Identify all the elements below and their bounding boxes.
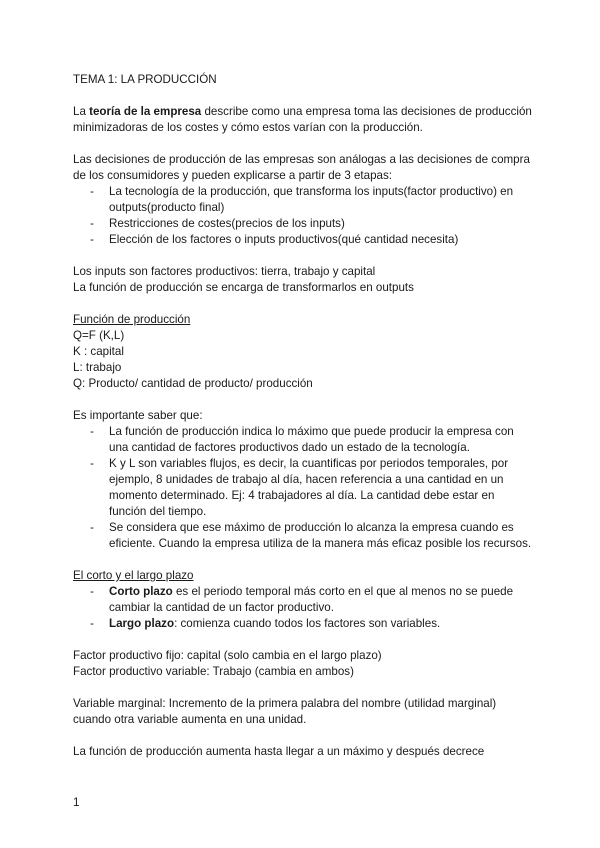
funcion-line: Q: Producto/ cantidad de producto/ producción	[73, 377, 313, 390]
importante-intro: Es importante saber que:	[73, 409, 203, 422]
decisions-list-item: - Restricciones de costes(precios de los inputs)	[73, 216, 533, 232]
page-number: 1	[73, 796, 80, 809]
document-body	[73, 72, 533, 760]
decisions-list-item: - La tecnología de la producción, que transforma los inputs(factor productivo) en outputs(producto final)	[73, 184, 533, 216]
decisions-intro: Las decisiones de producción de las empresas son análogas a las decisiones de compra de los consumidores y pueden explicarse a partir de 3 etapas:	[73, 153, 530, 182]
funcion-heading: Función de producción	[73, 313, 191, 326]
marginal-paragraph: Variable marginal: Incremento de la primera palabra del nombre (utilidad marginal) cuando otra variable aumenta en una unidad.	[73, 697, 497, 726]
plazo-list-item	[73, 616, 533, 632]
factor-fijo-line: Factor productivo fijo: capital (solo cambia en el largo plazo)	[73, 649, 382, 662]
inputs-line: La función de producción se encarga de transformarlos en outputs	[73, 281, 414, 294]
funcion-line: Q=F (K,L)	[73, 329, 125, 342]
importante-list-item: - Se considera que ese máximo de producción lo alcanza la empresa cuando es eficiente. Cuando la empresa utiliza de la manera más eficaz posible los recursos.	[73, 520, 533, 552]
inputs-line: Los inputs son factores productivos: tierra, trabajo y capital	[73, 265, 376, 278]
final-line: La función de producción aumenta hasta llegar a un máximo y después decrece	[73, 745, 485, 758]
plazo-item-text: : comienza cuando todos los factores son variables.	[174, 617, 441, 630]
importante-list	[73, 424, 533, 552]
decisions-list	[73, 184, 533, 248]
plazo-item-label: Corto plazo	[109, 585, 173, 598]
document-title: TEMA 1: LA PRODUCCIÓN	[73, 73, 217, 86]
plazo-list-item	[73, 584, 533, 616]
plazo-heading: El corto y el largo plazo	[73, 569, 194, 582]
decisions-list-item: - Elección de los factores o inputs productivos(qué cantidad necesita)	[73, 232, 533, 248]
funcion-line: K : capital	[73, 345, 124, 358]
plazo-item-text: es el periodo temporal más corto en el que al menos no se puede cambiar la cantidad de un factor productivo.	[109, 585, 514, 614]
intro-paragraph	[73, 104, 533, 136]
intro-prefix: La	[73, 105, 90, 118]
funcion-line: L: trabajo	[73, 361, 122, 374]
plazo-list	[73, 584, 533, 632]
intro-bold-term: teoría de la empresa	[89, 105, 202, 118]
importante-list-item: - K y L son variables flujos, es decir, la cuantificas por periodos temporales, por ejemplo, 8 unidades de trabajo al día, hacen referencia a una cantidad en un momento determinado. Ej: 4 trabajadores al día. La cantidad debe estar en función del tiempo.	[73, 456, 533, 520]
importante-list-item: - La función de producción indica lo máximo que puede producir la empresa con una cantidad de factores productivos dado un estado de la tecnología.	[73, 424, 533, 456]
factor-variable-line: Factor productivo variable: Trabajo (cambia en ambos)	[73, 665, 354, 678]
intro-rest: describe como una empresa toma las decisiones de producción minimizadoras de los costes y cómo estos varían con la producción.	[73, 105, 532, 134]
plazo-item-label: Largo plazo	[109, 617, 175, 630]
